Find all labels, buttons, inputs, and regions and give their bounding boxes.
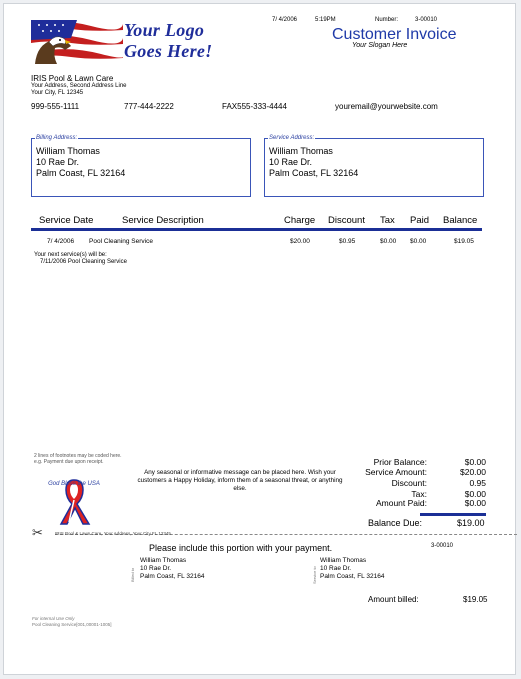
stub-service-label: Service to bbox=[312, 566, 317, 584]
stub-service-line-1: William Thomas bbox=[320, 557, 367, 564]
seasonal-line-2: customers a Happy Holiday, inform them of a seasonal threat, or anything bbox=[137, 477, 343, 484]
col-header-balance: Balance bbox=[443, 215, 478, 226]
seasonal-line-3: else. bbox=[233, 485, 247, 492]
next-service-label: Your next service(s) will be: bbox=[34, 252, 107, 258]
slogan: Your Slogan Here bbox=[352, 42, 408, 49]
footnote-line-1: 2 lines of footnotes may be coded here. bbox=[34, 453, 122, 459]
invoice-date: 7/ 4/2006 bbox=[272, 17, 298, 23]
scissors-icon: ✂ bbox=[32, 525, 43, 540]
stub-service-line-2: 10 Rae Dr. bbox=[320, 565, 352, 572]
logo-line-2: Goes Here! bbox=[124, 41, 213, 61]
stub-company-line: IRIS Pool & Lawn Care, Your Address, Your City FL 12345 bbox=[55, 531, 171, 536]
service-line-1: William Thomas bbox=[269, 146, 333, 156]
service-line-3: Palm Coast, FL 32164 bbox=[269, 168, 359, 178]
stub-bill-line-1: William Thomas bbox=[140, 557, 187, 564]
summary-value-prior-balance: $0.00 bbox=[464, 457, 486, 467]
billing-address-label: Billing Address: bbox=[36, 135, 78, 141]
summary-label-service-amount: Service Amount: bbox=[365, 467, 427, 477]
billing-address-box bbox=[31, 135, 251, 197]
ribbon-text: God Bless the USA bbox=[48, 481, 100, 487]
service-address-box bbox=[264, 135, 484, 197]
next-service-line: 7/11/2006 Pool Cleaning Service bbox=[40, 259, 127, 265]
summary-value-amount-paid: $0.00 bbox=[464, 498, 486, 508]
service-line-2: 10 Rae Dr. bbox=[269, 157, 313, 167]
ribbon-image bbox=[39, 476, 109, 528]
billing-line-3: Palm Coast, FL 32164 bbox=[36, 168, 126, 178]
col-header-description: Service Description bbox=[122, 215, 204, 226]
stub-service-block bbox=[320, 557, 384, 581]
header-rule bbox=[31, 228, 482, 231]
cell-tax: $0.00 bbox=[380, 238, 397, 245]
summary-rule bbox=[420, 513, 486, 516]
col-header-charge: Charge bbox=[284, 215, 316, 226]
company-name: IRIS Pool & Lawn Care bbox=[31, 74, 114, 83]
col-header-tax: Tax bbox=[380, 215, 395, 226]
invoice-time: 5:19PM bbox=[315, 17, 336, 23]
company-email: youremail@yourwebsite.com bbox=[335, 102, 438, 111]
page-title: Customer Invoice bbox=[332, 26, 457, 43]
eagle-flag-icon bbox=[31, 20, 123, 64]
company-address-1: Your Address, Second Address Line bbox=[31, 83, 127, 89]
cell-paid: $0.00 bbox=[410, 238, 427, 245]
cell-charge: $20.00 bbox=[290, 238, 310, 245]
footnote-line-2: e.g. Payment due upon receipt. bbox=[34, 459, 104, 465]
cell-description: Pool Cleaning Service bbox=[89, 238, 153, 245]
company-phone-1: 999-555-1111 bbox=[31, 102, 80, 111]
summary-label-prior-balance: Prior Balance: bbox=[373, 457, 427, 467]
billing-line-2: 10 Rae Dr. bbox=[36, 157, 80, 167]
balance-due-value: $19.00 bbox=[457, 518, 485, 528]
company-fax: FAX555-333-4444 bbox=[222, 102, 287, 111]
stub-number: 3-00010 bbox=[431, 543, 454, 549]
summary-label-tax: Tax: bbox=[411, 489, 427, 499]
balance-due-label: Balance Due: bbox=[368, 518, 423, 528]
stub-bill-line-3: Palm Coast, FL 32164 bbox=[140, 573, 205, 580]
amount-billed-label: Amount billed: bbox=[368, 595, 419, 604]
stub-instruction: Please include this portion with your payment. bbox=[149, 543, 333, 553]
company-logo bbox=[31, 20, 231, 66]
cell-service-date: 7/ 4/2006 bbox=[47, 238, 75, 245]
col-header-service-date: Service Date bbox=[39, 215, 94, 226]
summary-value-discount: 0.95 bbox=[469, 478, 486, 488]
internal-use-code: Pool Cleaning Service[001,00001-1005] bbox=[32, 622, 112, 627]
billing-line-1: William Thomas bbox=[36, 146, 100, 156]
amount-billed-value: $19.05 bbox=[463, 595, 488, 604]
logo-line-1: Your Logo bbox=[124, 20, 205, 40]
invoice-page bbox=[3, 3, 516, 675]
col-header-discount: Discount bbox=[328, 215, 365, 226]
seasonal-line-1: Any seasonal or informative message can be placed here. Wish your bbox=[144, 469, 336, 476]
stub-bill-block bbox=[140, 557, 204, 581]
cell-discount: $0.95 bbox=[339, 238, 356, 245]
summary-label-amount-paid: Amount Paid: bbox=[375, 498, 427, 508]
company-phone-2: 777-444-2222 bbox=[124, 102, 174, 111]
summary-value-service-amount: $20.00 bbox=[460, 467, 486, 477]
summary-label-discount: Discount: bbox=[391, 478, 427, 488]
col-header-paid: Paid bbox=[410, 215, 430, 226]
company-address-2: Your City, FL 12345 bbox=[31, 90, 84, 96]
summary-value-tax: $0.00 bbox=[464, 489, 486, 499]
stub-service-line-3: Palm Coast, FL 32164 bbox=[320, 573, 385, 580]
invoice-number: 3-00010 bbox=[415, 17, 438, 23]
service-address-label: Service Address: bbox=[269, 135, 315, 141]
seasonal-message bbox=[121, 469, 359, 493]
logo-text bbox=[124, 20, 212, 62]
cell-balance: $19.05 bbox=[454, 238, 474, 245]
invoice-number-label: Number: bbox=[375, 17, 399, 23]
internal-use-label: For internal Use Only bbox=[32, 616, 75, 621]
stub-bill-label: Billed to bbox=[130, 567, 135, 582]
stub-bill-line-2: 10 Rae Dr. bbox=[140, 565, 172, 572]
